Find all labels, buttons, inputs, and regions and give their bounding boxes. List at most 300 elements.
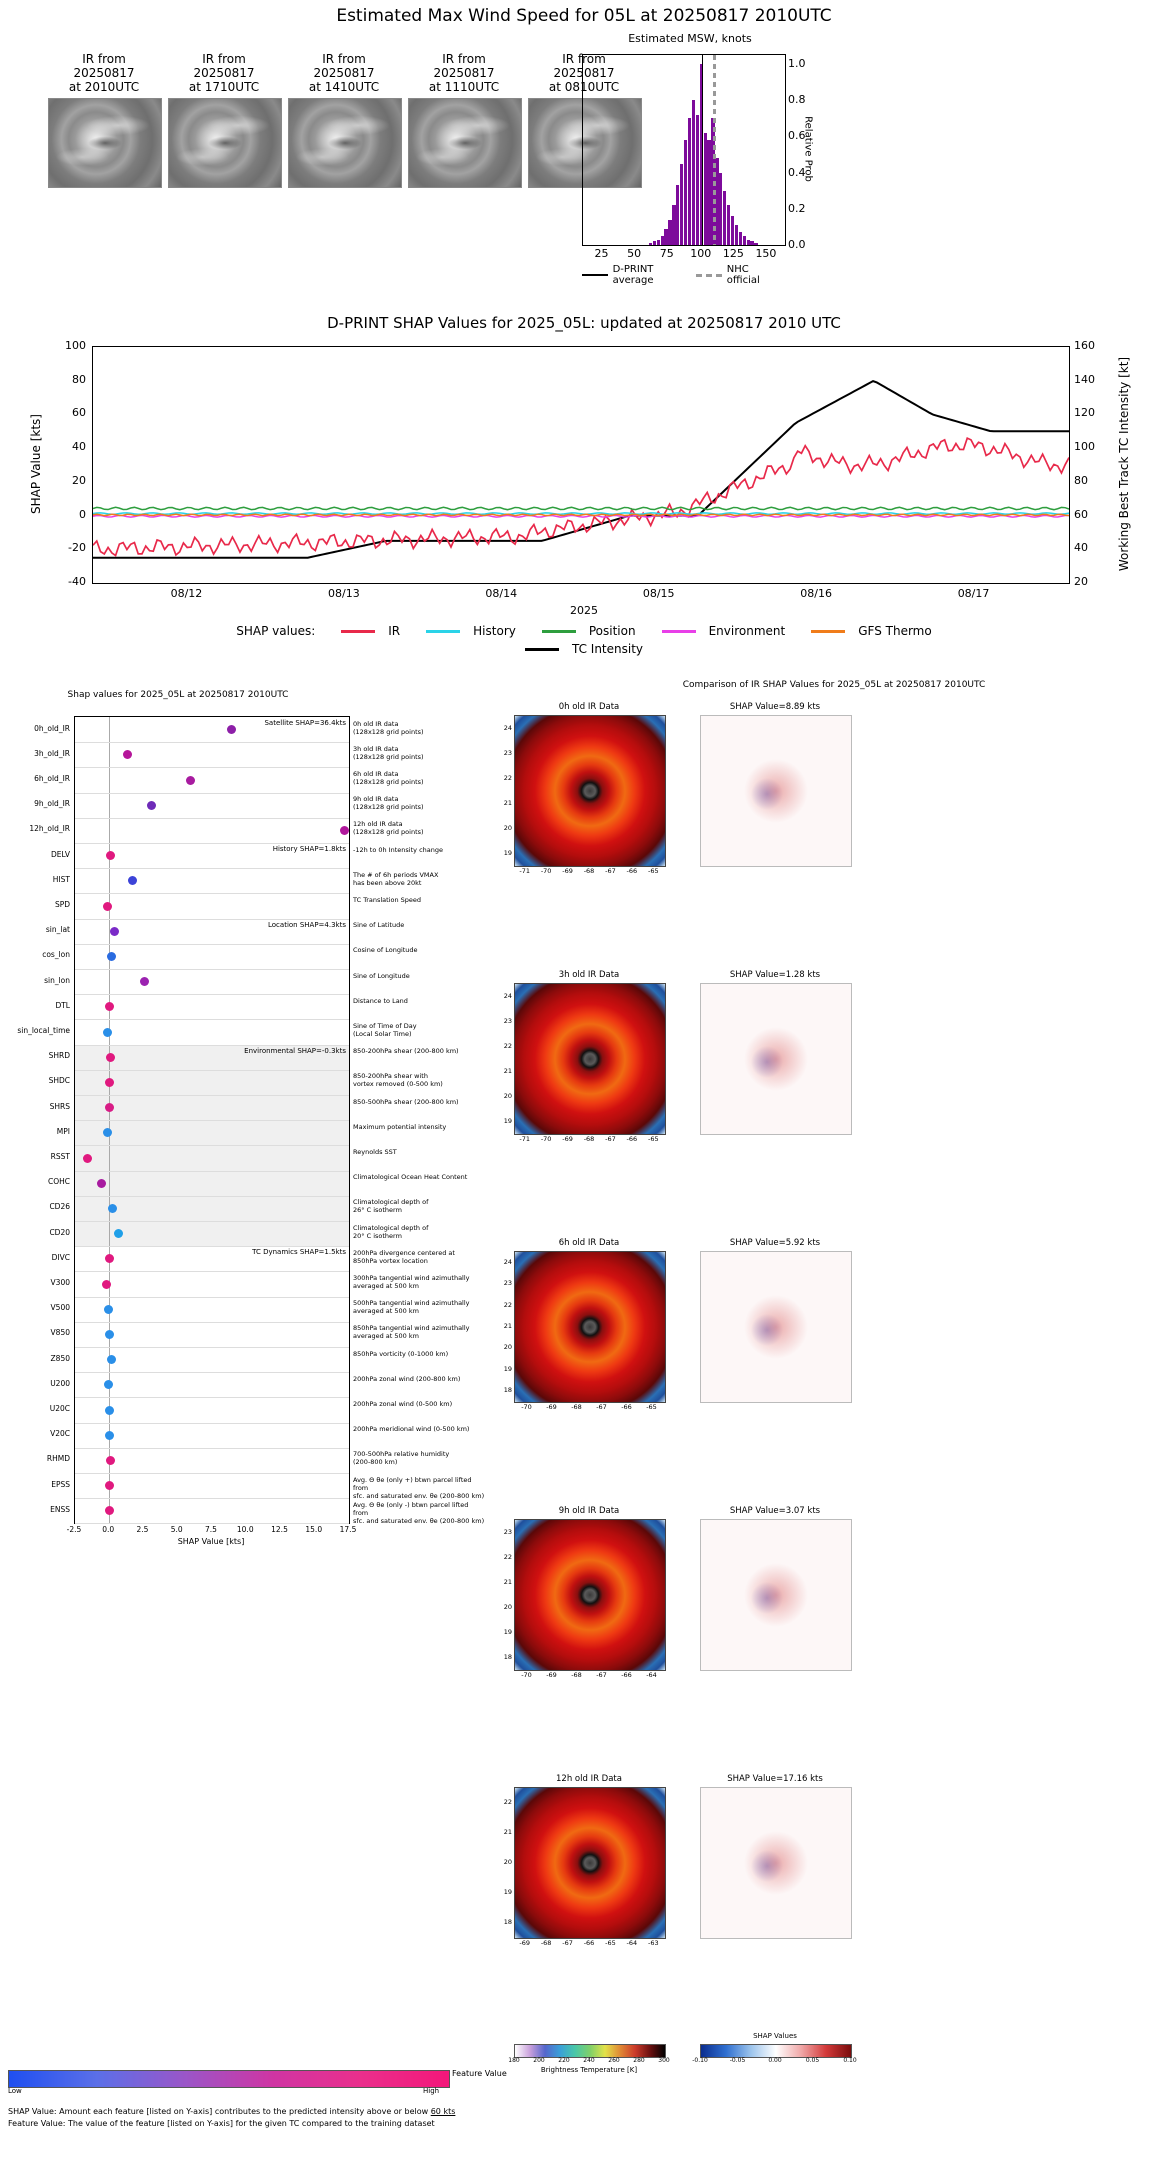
ir-ytick-2-6: 24	[503, 1257, 512, 1266]
ir-xtick-0-2: -69	[562, 867, 573, 875]
bt-tick-3: 240	[583, 2057, 595, 2064]
page-title: Estimated Max Wind Speed for 05L at 20250817 2010UTC	[336, 6, 832, 26]
feature-label-SHRS: SHRS	[49, 1101, 70, 1111]
histogram-xtick: 100	[690, 247, 712, 260]
ir-xtick-0-1: -70	[540, 867, 552, 875]
feature-dot-SHRD	[106, 1053, 115, 1062]
row-divider-21	[75, 1271, 349, 1272]
ir-thumbnail-2	[288, 52, 400, 188]
feature-label-SPD: SPD	[54, 900, 70, 909]
feature-dot-V500	[104, 1305, 113, 1314]
bt-tick-1: 200	[533, 2057, 545, 2064]
feature-label-SHRD: SHRD	[48, 1051, 70, 1061]
timeseries-ytick-left: -20	[68, 541, 86, 555]
legend-swatch-4	[811, 630, 845, 633]
histogram-bar	[731, 216, 734, 245]
group-label-0: Satellite SHAP=36.4kts	[264, 719, 346, 727]
bt-tick-4: 260	[608, 2057, 620, 2064]
ir-xtick-4-6: -63	[647, 1939, 659, 1947]
feature-desc-12h_old_IR: 12h old IR data (128x128 grid points)	[353, 820, 424, 837]
timeseries-xtick: 08/14	[485, 587, 518, 600]
feature-label-cos_lon: cos_lon	[42, 950, 70, 960]
feature-label-6h_old_IR: 6h_old_IR	[34, 774, 70, 783]
histogram-xtick: 50	[627, 247, 642, 260]
row-divider-7	[75, 919, 349, 920]
histogram-bar	[657, 240, 660, 245]
feature-desc-cos_lon: Cosine of Longitude	[353, 946, 418, 955]
timeseries-title: D-PRINT SHAP Values for 2025_05L: updated at 20250817 2010 UTC	[327, 314, 841, 332]
feature-label-EPSS: EPSS	[51, 1479, 70, 1489]
ir-xtick-2-5: -65	[646, 1403, 657, 1411]
row-divider-24	[75, 1347, 349, 1348]
timeseries-xtick: 08/12	[170, 587, 203, 600]
feature-desc-MPI: Maximum potential intensity	[353, 1122, 447, 1131]
ir-data-image-1	[514, 983, 666, 1135]
ir-xtick-1-4: -67	[605, 1135, 616, 1143]
dot-chart-xtick: 0.0	[102, 1525, 115, 1535]
histogram-bar	[676, 185, 679, 245]
feature-desc-DTL: Distance to Land	[353, 996, 408, 1005]
shap-image-4	[700, 1787, 852, 1939]
row-divider-3	[75, 818, 349, 819]
feature-dot-sin_local_time	[103, 1028, 112, 1037]
feature-desc-SHDC: 850-200hPa shear with vortex removed (0-500 km)	[353, 1072, 443, 1089]
shap-image-3	[700, 1519, 852, 1671]
shap-image-0	[700, 715, 852, 867]
ir-ytick-3-2: 20	[503, 1602, 512, 1611]
ir-xtick-4-2: -67	[562, 1939, 573, 1947]
legend-label-4: GFS Thermo	[858, 624, 932, 638]
feature-label-SHDC: SHDC	[48, 1076, 70, 1086]
group-band-0	[75, 717, 349, 843]
group-band-4	[75, 1246, 349, 1523]
feature-label-V20C: V20C	[50, 1429, 70, 1439]
dot-chart-xtick: 7.5	[205, 1525, 217, 1535]
row-divider-15	[75, 1120, 349, 1121]
footer-notes	[8, 2070, 528, 2130]
ir-comparison-panel	[500, 680, 1168, 2100]
row-divider-23	[75, 1322, 349, 1323]
timeseries-ytick-left: 40	[72, 440, 86, 454]
timeseries-legend-item-ir	[341, 624, 400, 638]
ir-xtick-3-1: -69	[546, 1671, 557, 1679]
ir-ytick-1-4: 23	[503, 1016, 512, 1025]
group-label-3: Environmental SHAP=-0.3kts	[244, 1046, 346, 1055]
feature-value-colorbar	[8, 2070, 450, 2088]
timeseries-xtick: 08/15	[642, 587, 675, 600]
feature-label-DTL: DTL	[55, 1000, 70, 1010]
row-divider-28	[75, 1448, 349, 1449]
ir-ytick-0-2: 21	[503, 798, 512, 807]
timeseries-ytick-left: -40	[68, 575, 86, 588]
row-divider-10	[75, 994, 349, 995]
ir-xtick-1-0: -71	[519, 1135, 531, 1143]
ir-xtick-0-5: -66	[626, 867, 638, 875]
feature-desc-sin_lat: Sine of Latitude	[353, 921, 405, 930]
feature-value-title: Feature Value	[452, 2069, 507, 2078]
ir-ytick-2-1: 19	[503, 1364, 512, 1373]
feature-desc-sin_local_time: Sine of Time of Day (Local Solar Time)	[353, 1022, 417, 1038]
histogram-bar	[688, 118, 691, 245]
ir-xtick-4-4: -65	[605, 1939, 616, 1947]
histogram-xtick: 125	[722, 247, 744, 260]
row-divider-27	[75, 1423, 349, 1424]
timeseries-ytick-left: 60	[72, 406, 86, 420]
group-label-4: TC Dynamics SHAP=1.5kts	[252, 1248, 346, 1257]
row-divider-8	[75, 944, 349, 945]
histogram-ytick: 0.0	[788, 238, 806, 251]
dot-chart-xlabel: SHAP Value [kts]	[177, 1537, 245, 1547]
shap-image-1	[700, 983, 852, 1135]
ir-ytick-3-0: 18	[503, 1652, 512, 1661]
feature-dot-HIST	[128, 876, 137, 885]
shap-values-label: SHAP Values	[753, 2032, 797, 2040]
feature-dot-V300	[102, 1280, 111, 1289]
histogram-bar	[707, 140, 710, 245]
feature-desc-EPSS: Avg. Θ θe (only +) btwn parcel lifted from sfc. and saturated env. θe (200-800 km)	[353, 1475, 485, 1500]
feature-label-V300: V300	[50, 1278, 70, 1287]
timeseries-ytick-right: 20	[1074, 575, 1088, 588]
bt-tick-5: 280	[633, 2057, 645, 2064]
feature-desc-SPD: TC Translation Speed	[353, 896, 422, 904]
ir-ytick-3-4: 22	[503, 1552, 512, 1561]
row-divider-14	[75, 1095, 349, 1096]
histogram-bar	[664, 229, 667, 245]
histogram-bar	[672, 205, 675, 245]
dot-chart-title: Shap values for 2025_05L at 20250817 2010UTC	[67, 690, 289, 700]
dot-chart-xtick: 10.0	[236, 1525, 254, 1535]
feature-label-V850: V850	[50, 1328, 70, 1338]
ir-ytick-1-1: 20	[503, 1091, 512, 1100]
feature-desc-V500: 500hPa tangential wind azimuthally averaged at 500 km	[353, 1299, 470, 1316]
feature-dot-Z850	[107, 1355, 116, 1364]
ir-thumbnail-image-1	[168, 98, 282, 188]
row-divider-20	[75, 1246, 349, 1247]
timeseries-xtick: 08/16	[800, 587, 832, 600]
shap-value-title-0: SHAP Value=8.89 kts	[729, 702, 821, 712]
ir-xtick-1-6: -65	[647, 1135, 659, 1143]
histogram-bar	[684, 140, 687, 245]
ir-ytick-3-3: 21	[503, 1577, 512, 1586]
timeseries-legend-item-position	[542, 624, 636, 638]
dot-chart-xtick: 5.0	[170, 1525, 183, 1535]
feature-label-V500: V500	[50, 1303, 70, 1313]
dot-chart-xtick: 12.5	[271, 1525, 288, 1535]
histogram-plot-area	[582, 54, 786, 246]
bt-tick-6: 300	[658, 2057, 670, 2064]
feature-desc-RHMD: 700-500hPa relative humidity (200-800 km)	[353, 1450, 450, 1467]
ir-thumbnail-label-2: IR from 20250817 at 1410UTC	[308, 52, 380, 94]
ir-ytick-0-4: 23	[503, 748, 512, 757]
feature-label-COHC: COHC	[47, 1177, 70, 1187]
histogram-bar	[719, 173, 722, 245]
timeseries-legend	[22, 624, 1146, 656]
shap-tick-1: -0.05	[729, 2057, 746, 2064]
feature-dot-SHRS	[105, 1103, 114, 1112]
feature-label-9h_old_IR: 9h_old_IR	[34, 799, 70, 809]
feature-label-3h_old_IR: 3h_old_IR	[34, 748, 70, 758]
feature-desc-DELV: -12h to 0h Intensity change	[353, 845, 443, 854]
ir-data-title-4: 12h old IR Data	[556, 1774, 622, 1784]
dot-chart-xtick: 17.5	[339, 1525, 357, 1535]
feature-dot-DELV	[106, 851, 115, 860]
group-label-1: History SHAP=1.8kts	[272, 845, 346, 853]
histogram-xtick: 75	[659, 247, 674, 260]
row-divider-1	[75, 767, 349, 768]
feature-dot-SPD	[103, 902, 112, 911]
ir-xtick-3-4: -66	[621, 1671, 632, 1679]
dot-chart-xtick: 2.5	[136, 1525, 149, 1535]
timeseries-legend-item-history	[426, 624, 516, 638]
row-divider-16	[75, 1145, 349, 1146]
ir-comparison-title: Comparison of IR SHAP Values for 2025_05L at 20250817 2010UTC	[682, 680, 986, 690]
histogram-ytick: 0.6	[788, 129, 806, 143]
histogram-bar	[747, 240, 750, 245]
shap-values-colorbar	[700, 2044, 852, 2058]
ir-ytick-2-0: 18	[503, 1386, 512, 1395]
row-divider-4	[75, 843, 349, 844]
msw-histogram-panel	[560, 32, 820, 284]
timeseries-ytick-left: 80	[72, 372, 86, 386]
histogram-ytick: 1.0	[788, 57, 806, 71]
timeseries-xlabel: 2025	[570, 604, 598, 617]
histogram-bar	[704, 133, 707, 245]
timeseries-ylabel-left: SHAP Value [kts]	[29, 414, 43, 514]
row-divider-18	[75, 1196, 349, 1197]
ir-thumbnail-3	[408, 52, 520, 188]
row-divider-26	[75, 1397, 349, 1398]
shap-tick-3: 0.05	[805, 2057, 820, 2064]
ir-xtick-1-2: -69	[562, 1135, 573, 1143]
dprint-average-legend-label: D-PRINT average	[612, 264, 654, 286]
histogram-bar	[649, 243, 652, 245]
histogram-xtick: 150	[755, 247, 777, 260]
ir-thumbnail-image-2	[288, 98, 402, 188]
ir-ytick-4-4: 22	[503, 1798, 512, 1806]
legend-swatch-2	[542, 630, 576, 633]
ir-xtick-1-5: -66	[626, 1135, 638, 1143]
feature-label-ENSS: ENSS	[50, 1504, 70, 1514]
ir-ytick-0-3: 22	[503, 773, 512, 782]
feature-dot-3h_old_IR	[123, 750, 132, 759]
ir-xtick-0-4: -67	[605, 867, 616, 875]
row-divider-2	[75, 793, 349, 794]
row-divider-29	[75, 1473, 349, 1474]
histogram-bar	[723, 191, 726, 245]
ir-data-title-0: 0h old IR Data	[558, 702, 620, 712]
ir-xtick-0-0: -71	[519, 867, 531, 875]
histogram-bar	[661, 236, 664, 245]
histogram-bar	[750, 241, 753, 245]
shap-value-title-4: SHAP Value=17.16 kts	[727, 1774, 823, 1784]
feature-label-RSST: RSST	[50, 1152, 70, 1161]
ir-xtick-2-0: -70	[521, 1403, 532, 1411]
feature-desc-RSST: Reynolds SST	[353, 1148, 397, 1156]
timeseries-plot-area	[92, 346, 1070, 584]
timeseries-ylabel-right: Working Best Track TC Intensity [kt]	[1117, 356, 1131, 572]
histogram-title: Estimated MSW, knots	[628, 32, 752, 45]
legend-swatch-3	[662, 630, 696, 633]
feature-desc-6h_old_IR: 6h old IR data (128x128 grid points)	[353, 770, 424, 786]
ir-data-title-1: 3h old IR Data	[558, 970, 620, 980]
ir-ytick-4-0: 18	[503, 1918, 512, 1926]
footnote-1-text: SHAP Value: Amount each feature [listed on Y-axis] contributes to the predicted intensity above or below	[8, 2107, 431, 2116]
bt-tick-0: 180	[508, 2057, 520, 2064]
legend-swatch-5	[525, 648, 559, 651]
footnote-1-threshold: 60 kts	[430, 2107, 456, 2116]
row-divider-31	[75, 1523, 349, 1524]
histogram-bar	[735, 225, 738, 245]
ir-xtick-2-2: -68	[571, 1403, 582, 1411]
timeseries-ytick-right: 140	[1074, 372, 1095, 386]
feature-label-DELV: DELV	[51, 849, 70, 859]
ir-xtick-3-2: -68	[571, 1671, 582, 1679]
feature-desc-U200: 200hPa zonal wind (200-800 km)	[353, 1374, 461, 1383]
legend-label-3: Environment	[708, 624, 786, 638]
ir-xtick-3-3: -67	[596, 1671, 607, 1679]
histogram-xtick: 25	[594, 247, 609, 260]
ir-data-image-4	[514, 1787, 666, 1939]
feature-label-CD20: CD20	[49, 1227, 70, 1237]
feature-desc-CD20: Climatological depth of 20° C isotherm	[353, 1223, 429, 1240]
ir-ytick-0-5: 24	[503, 723, 512, 732]
feature-desc-SHRS: 850-500hPa shear (200-800 km)	[353, 1097, 459, 1106]
ir-ytick-2-4: 22	[503, 1300, 512, 1309]
histogram-ytick: 0.4	[788, 165, 806, 179]
feature-desc-9h_old_IR: 9h old IR data (128x128 grid points)	[353, 795, 424, 812]
histogram-bar	[754, 243, 757, 245]
ir-ytick-0-1: 20	[503, 823, 512, 832]
ir-xtick-4-3: -66	[583, 1939, 595, 1947]
feature-desc-HIST: The # of 6h periods VMAX has been above 20kt	[353, 870, 439, 887]
timeseries-ytick-right: 40	[1074, 541, 1088, 555]
bt-tick-2: 220	[558, 2057, 570, 2064]
dot-chart-plot-area	[74, 716, 350, 1524]
row-divider-0	[75, 742, 349, 743]
ir-data-image-2	[514, 1251, 666, 1403]
ir-ytick-2-2: 20	[503, 1343, 512, 1352]
timeseries-ytick-left: 0	[79, 507, 86, 521]
feature-label-0h_old_IR: 0h_old_IR	[34, 723, 70, 733]
feature-dot-6h_old_IR	[186, 776, 195, 785]
shap-tick-4: 0.10	[843, 2057, 857, 2064]
ir-data-title-3: 9h old IR Data	[558, 1506, 620, 1516]
feature-desc-SHRD: 850-200hPa shear (200-800 km)	[353, 1047, 459, 1056]
ir-thumbnail-label-4: IR from 20250817 at 0810UTC	[548, 52, 620, 94]
feature-dot-RHMD	[106, 1456, 115, 1465]
histogram-bar	[739, 232, 742, 245]
ir-xtick-3-0: -70	[521, 1671, 532, 1679]
timeseries-legend-item-environment	[662, 624, 786, 638]
legend-swatch-1	[426, 630, 460, 633]
footnote-line-1	[8, 2106, 528, 2118]
ir-thumbnail-0	[48, 52, 160, 188]
histogram-bar	[692, 100, 695, 245]
row-divider-30	[75, 1498, 349, 1499]
ir-thumbnail-label-0: IR from 20250817 at 2010UTC	[68, 52, 140, 94]
histogram-ytick: 0.2	[788, 201, 806, 215]
row-divider-22	[75, 1297, 349, 1298]
feature-desc-sin_lon: Sine of Longitude	[353, 971, 410, 980]
dprint-average-line	[702, 55, 704, 245]
feature-desc-V850: 850hPa tangential wind azimuthally averaged at 500 km	[353, 1324, 470, 1341]
legend-label-1: History	[473, 624, 516, 638]
histogram-ytick: 0.8	[788, 93, 806, 107]
row-divider-9	[75, 969, 349, 970]
feature-dot-sin_lat	[110, 927, 119, 936]
row-divider-5	[75, 868, 349, 869]
ir-thumbnail-label-3: IR from 20250817 at 1110UTC	[428, 52, 500, 94]
timeseries-ytick-right: 100	[1074, 440, 1095, 454]
dprint-average-swatch	[582, 274, 608, 276]
ir-ytick-4-3: 21	[503, 1828, 512, 1836]
feature-label-U20C: U20C	[49, 1404, 70, 1413]
shap-tick-2: 0.00	[768, 2057, 782, 2064]
ir-xtick-1-3: -68	[583, 1135, 595, 1143]
histogram-bar	[696, 115, 699, 245]
legend-swatch-0	[341, 630, 375, 633]
timeseries-ytick-right: 120	[1074, 406, 1095, 420]
ir-thumbnail-image-0	[48, 98, 162, 188]
histogram-legend	[582, 264, 784, 286]
feature-label-MPI: MPI	[56, 1126, 70, 1136]
shap-value-title-1: SHAP Value=1.28 kts	[729, 970, 821, 980]
group-label-2: Location SHAP=4.3kts	[268, 920, 346, 929]
ir-ytick-1-0: 19	[503, 1116, 512, 1125]
feature-value-low: Low	[8, 2087, 22, 2095]
timeseries-ytick-right: 160	[1074, 339, 1095, 352]
nhc-official-swatch	[696, 274, 722, 277]
shap-timeseries-panel	[22, 312, 1146, 656]
feature-label-RHMD: RHMD	[46, 1454, 70, 1464]
histogram-ylabel: Relative Prob	[802, 116, 814, 182]
ir-xtick-2-4: -66	[621, 1403, 632, 1411]
timeseries-xtick: 08/17	[957, 587, 990, 600]
ir-xtick-0-6: -65	[647, 867, 659, 875]
nhc-official-legend-label: NHC official	[726, 264, 760, 286]
feature-desc-Z850: 850hPa vorticity (0-1000 km)	[353, 1349, 449, 1358]
histogram-bar	[743, 236, 746, 245]
legend-label-2: Position	[588, 624, 636, 638]
dot-chart-xtick: -2.5	[66, 1525, 82, 1535]
feature-label-sin_lon: sin_lon	[44, 975, 70, 985]
histogram-bar	[653, 241, 656, 245]
histogram-bar	[668, 220, 671, 245]
ir-xtick-0-3: -68	[583, 867, 595, 875]
ir-ytick-1-3: 22	[503, 1041, 512, 1050]
ir-ytick-2-5: 23	[503, 1279, 512, 1288]
ir-ytick-3-5: 23	[503, 1527, 512, 1536]
shap-tick-0: -0.10	[692, 2057, 708, 2064]
feature-label-DIVC: DIVC	[51, 1252, 70, 1262]
ir-ytick-4-2: 20	[503, 1858, 512, 1866]
feature-desc-DIVC: 200hPa divergence centered at 850hPa vortex location	[353, 1248, 455, 1265]
ir-ytick-4-1: 19	[503, 1888, 512, 1896]
ir-xtick-4-1: -68	[540, 1939, 552, 1947]
row-divider-13	[75, 1070, 349, 1071]
row-divider-11	[75, 1019, 349, 1020]
ir-thumbnail-1	[168, 52, 280, 188]
ir-xtick-2-3: -67	[596, 1403, 607, 1411]
feature-dot-CD26	[108, 1204, 117, 1213]
feature-label-Z850: Z850	[50, 1353, 70, 1363]
feature-dot-0h_old_IR	[227, 725, 236, 734]
timeseries-ytick-left: 100	[65, 339, 86, 352]
feature-label-sin_local_time: sin_local_time	[17, 1026, 70, 1035]
feature-label-HIST: HIST	[52, 874, 70, 884]
brightness-temperature-label: Brightness Temperature [K]	[540, 2066, 638, 2074]
feature-dot-9h_old_IR	[147, 801, 156, 810]
